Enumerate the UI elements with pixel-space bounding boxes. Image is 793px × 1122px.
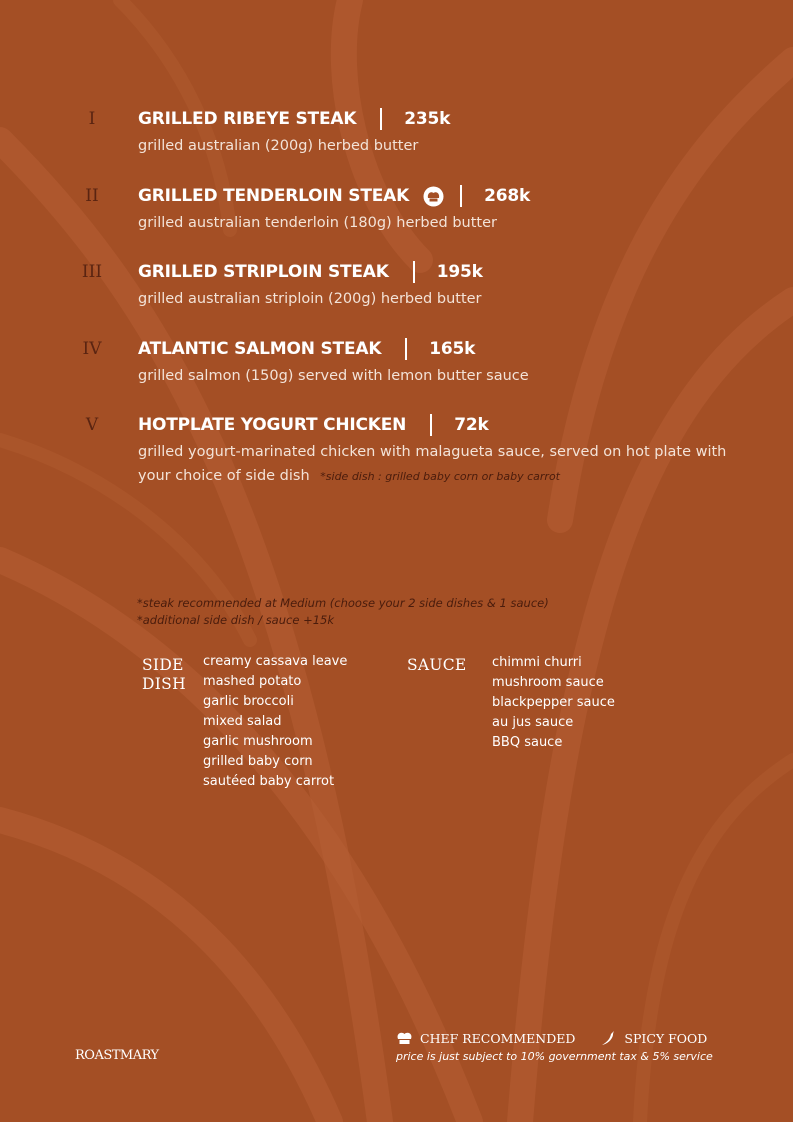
sauce-label: SAUCE	[407, 656, 467, 674]
side-dish-label-line: SIDE	[142, 656, 184, 674]
side-dish-option: mixed salad	[203, 714, 282, 729]
item-description-block	[138, 440, 738, 489]
price-divider	[460, 185, 462, 207]
item-description: grilled australian (200g) herbed butter	[138, 138, 419, 154]
side-dish-option: sautéed baby carrot	[203, 774, 335, 789]
side-dish-option: mashed potato	[203, 674, 302, 689]
item-price: 195k	[436, 262, 483, 282]
item-description: grilled australian tenderloin (180g) herbed butter	[138, 215, 497, 231]
item-title-row	[138, 185, 530, 207]
price-divider	[380, 108, 382, 130]
side-dish-option: garlic mushroom	[203, 734, 313, 749]
side-dish-option: grilled baby corn	[203, 754, 313, 769]
steak-note-line: *steak recommended at Medium (choose your 2 side dishes & 1 sauce)	[137, 596, 549, 610]
item-title-row	[138, 108, 450, 130]
item-name: GRILLED RIBEYE STEAK	[138, 109, 357, 129]
chef-hat-icon	[423, 186, 444, 207]
item-numeral: II	[85, 186, 99, 206]
sauce-option: blackpepper sauce	[492, 695, 615, 710]
brand-logo: ROASTMARY	[75, 1048, 159, 1063]
side-dish-option: creamy cassava leave	[203, 654, 348, 669]
item-description: grilled salmon (150g) served with lemon butter sauce	[138, 368, 529, 384]
steak-note-line: *additional side dish / sauce +15k	[137, 613, 335, 627]
legend-spicy-label: SPICY FOOD	[624, 1030, 708, 1046]
side-dish-list	[203, 652, 347, 792]
chili-icon	[601, 1030, 617, 1046]
chef-hat-icon	[396, 1031, 413, 1045]
item-price: 268k	[484, 186, 531, 206]
legend	[396, 1030, 707, 1046]
item-price: 235k	[404, 109, 451, 129]
item-numeral: V	[85, 415, 99, 435]
sauce-option: BBQ sauce	[492, 735, 563, 750]
price-divider	[413, 261, 415, 283]
item-title-row	[138, 414, 489, 436]
item-price: 72k	[454, 415, 489, 435]
price-divider	[405, 338, 407, 360]
item-name: GRILLED STRIPLOIN STEAK	[138, 262, 389, 282]
item-description: grilled yogurt-marinated chicken with malagueta sauce, served on hot plate with your choice of side dish	[138, 444, 727, 484]
item-name: GRILLED TENDERLOIN STEAK	[138, 186, 410, 206]
item-description: grilled australian striploin (200g) herbed butter	[138, 291, 482, 307]
item-title-row	[138, 338, 475, 360]
item-name: ATLANTIC SALMON STEAK	[138, 339, 382, 359]
item-numeral: III	[81, 262, 103, 282]
side-dish-label	[142, 656, 186, 694]
price-divider	[430, 414, 432, 436]
legend-chef-label: CHEF RECOMMENDED	[420, 1030, 576, 1046]
side-dish-option: garlic broccoli	[203, 694, 294, 709]
side-dish-label-line: DISH	[142, 675, 186, 693]
tax-note: price is just subject to 10% government tax & 5% service	[396, 1050, 713, 1063]
steak-notes	[137, 595, 549, 629]
item-numeral: I	[88, 109, 96, 129]
side-dish-note: *side dish : grilled baby corn or baby carrot	[320, 470, 560, 483]
item-price: 165k	[429, 339, 476, 359]
sauce-option: mushroom sauce	[492, 675, 604, 690]
item-numeral: IV	[82, 339, 102, 359]
sauce-option: au jus sauce	[492, 715, 574, 730]
item-name: HOTPLATE YOGURT CHICKEN	[138, 415, 407, 435]
sauce-option: chimmi churri	[492, 655, 582, 670]
sauce-list	[492, 653, 615, 753]
item-title-row	[138, 261, 483, 283]
